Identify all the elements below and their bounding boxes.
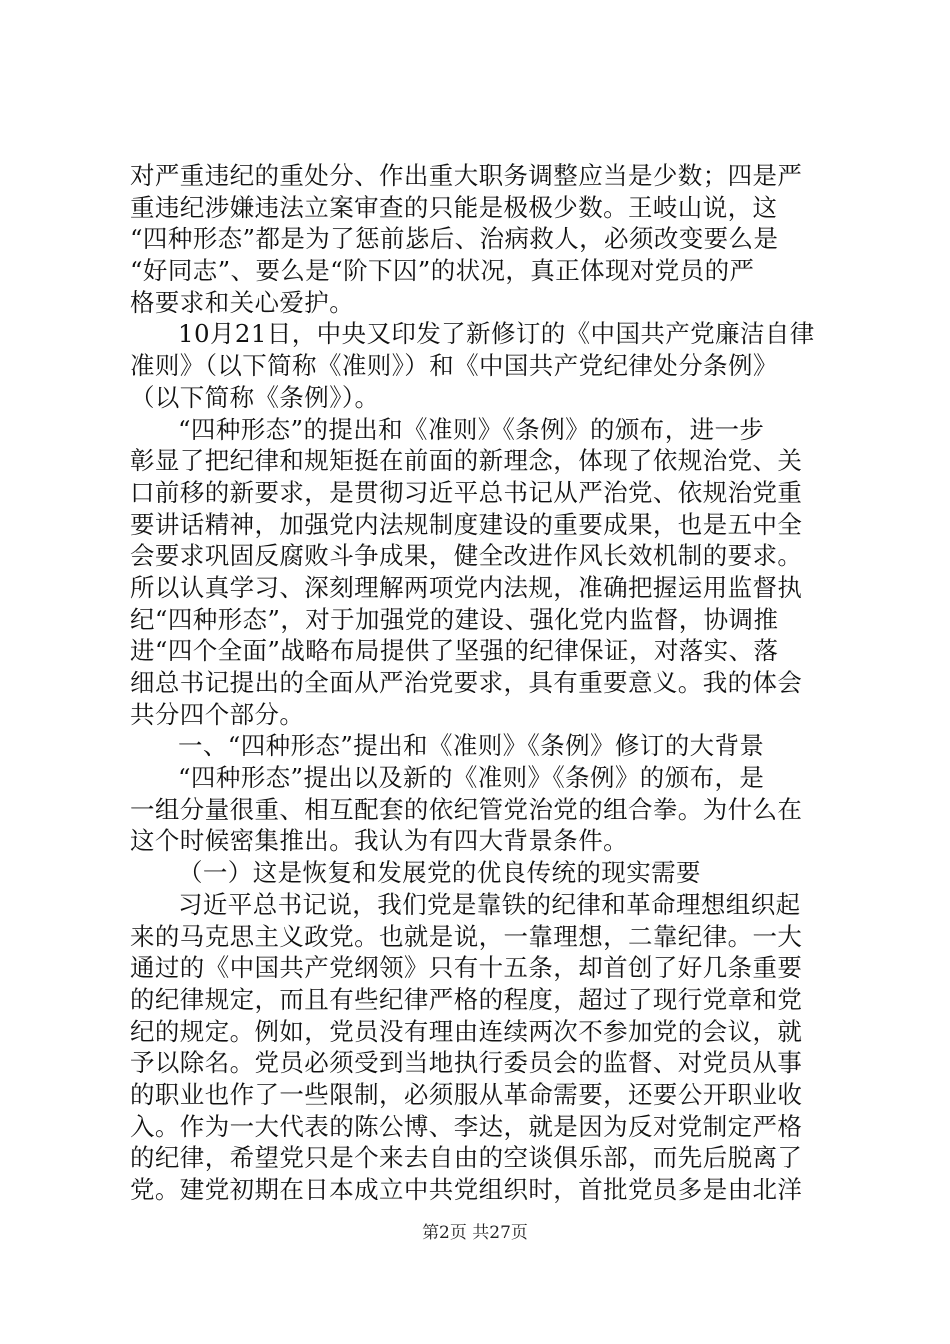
text-line: 予以除名。党员必须受到当地执行委员会的监督、对党员从事 xyxy=(130,1048,803,1078)
text-line: 的纪律规定，而且有些纪律严格的程度，超过了现行党章和党 xyxy=(130,984,803,1014)
text-line: 要讲话精神，加强党内法规制度建设的重要成果，也是五中全 xyxy=(130,509,803,539)
text-line: 纪的规定。例如，党员没有理由连续两次不参加党的会议，就 xyxy=(130,1016,803,1046)
text-line: 一组分量很重、相互配套的依纪管党治党的组合拳。为什么在 xyxy=(130,794,803,824)
text-line: 党。建党初期在日本成立中共党组织时，首批党员多是由北洋 xyxy=(130,1175,803,1204)
text-line: “四种形态”都是为了惩前毖后、治病救人，必须改变要么是 xyxy=(130,224,779,254)
text-line: 细总书记提出的全面从严治党要求，具有重要意义。我的体会 xyxy=(130,668,803,697)
text-line: “好同志”、要么是“阶下囚”的状况，真正体现对党员的严 xyxy=(130,256,755,286)
section-heading: 一、“四种形态”提出和《准则》《条例》修订的大背景 xyxy=(178,731,765,761)
text-line: 通过的《中国共产党纲领》只有十五条，却首创了好几条重要 xyxy=(130,953,803,983)
text-line: 口前移的新要求，是贯彻习近平总书记从严治党、依规治党重 xyxy=(130,477,803,507)
text-line: 来的马克思主义政党。也就是说，一靠理想，二靠纪律。一大 xyxy=(130,921,803,951)
subsection-heading: （一）这是恢复和发展党的优良传统的现实需要 xyxy=(178,858,701,888)
paragraph-start: “四种形态”的提出和《准则》《条例》的颁布，进一步 xyxy=(178,414,765,444)
text-line: 重违纪涉嫌违法立案审查的只能是极极少数。王岐山说，这 xyxy=(130,192,778,222)
text-line: 的职业也作了一些限制，必须服从革命需要，还要公开职业收 xyxy=(130,1079,803,1109)
text-line: 格要求和关心爱护。 xyxy=(130,287,355,317)
text-line: 准则》（以下简称《准则》）和《中国共产党纪律处分条例》 xyxy=(130,351,778,381)
text-line: 这个时候密集推出。我认为有四大背景条件。 xyxy=(130,826,628,856)
text-line: 纪“四种形态”，对于加强党的建设、强化党内监督，协调推 xyxy=(130,604,779,634)
text-line: （以下简称《条例》）。 xyxy=(130,382,380,412)
text-line: 会要求巩固反腐败斗争成果，健全改进作风长效机制的要求。 xyxy=(130,541,803,571)
text-line: 所以认真学习、深刻理解两项党内法规，准确把握运用监督执 xyxy=(130,572,803,602)
text-line: 的纪律，希望党只是个来去自由的空谈俱乐部，而先后脱离了 xyxy=(130,1143,803,1173)
text-line: 对严重违纪的重处分、作出重大职务调整应当是少数；四是严 xyxy=(130,161,803,190)
text-line: 共分四个部分。 xyxy=(130,699,305,729)
page-number-footer: 第2页 共27页 xyxy=(422,1223,528,1243)
paragraph-start: “四种形态”提出以及新的《准则》《条例》的颁布，是 xyxy=(178,763,765,793)
text-line: 入。作为一大代表的陈公博、李达，就是因为反对党制定严格 xyxy=(130,1111,803,1141)
document-body xyxy=(130,160,830,1206)
paragraph-start: 10月21日，中央又印发了新修订的《中国共产党廉洁自律 xyxy=(178,319,815,349)
text-line: 彰显了把纪律和规矩挺在前面的新理念，体现了依规治党、关 xyxy=(130,446,803,476)
text-line: 进“四个全面”战略布局提供了坚强的纪律保证，对落实、落 xyxy=(130,636,779,666)
paragraph-start: 习近平总书记说，我们党是靠铁的纪律和革命理想组织起 xyxy=(178,889,801,919)
